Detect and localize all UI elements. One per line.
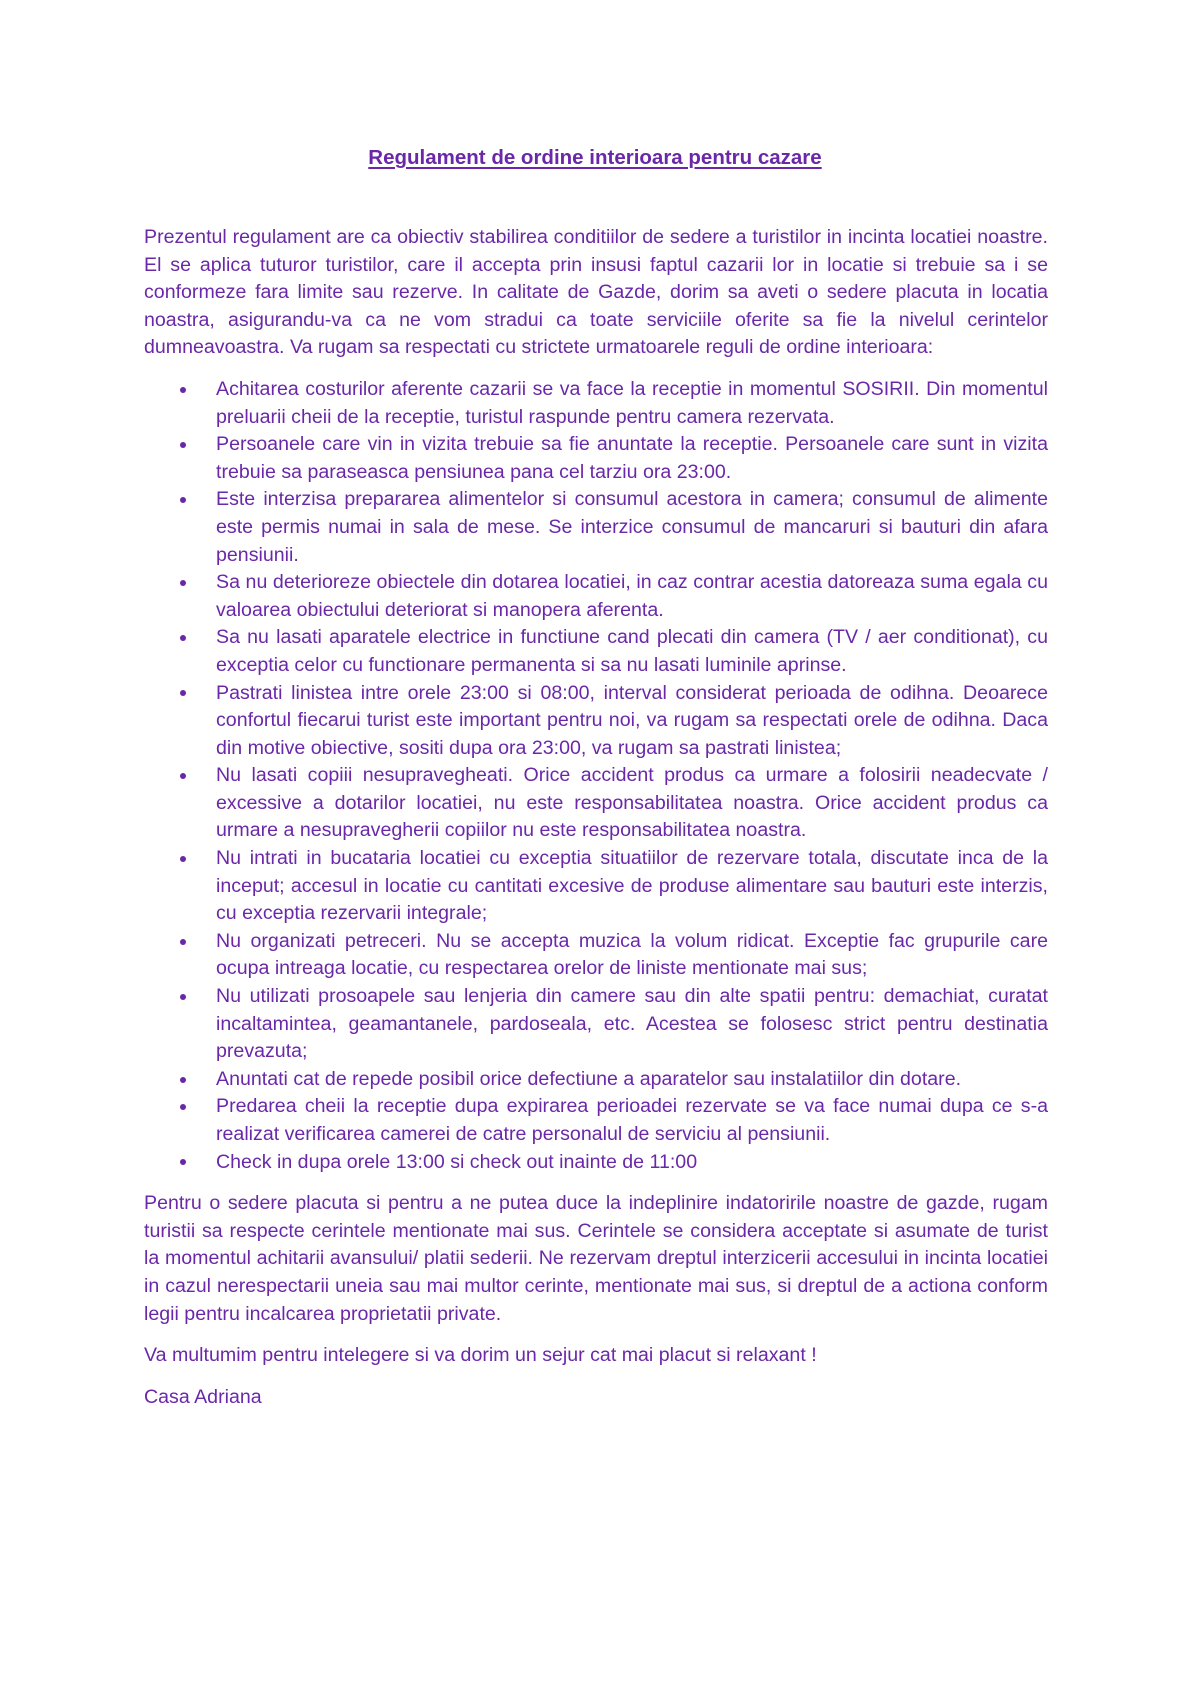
rule-text: Nu intrati in bucataria locatiei cu exceptia situatiilor de rezervare totala, discutate inca de la inceput; accesul in locatie cu cantitati excesive de produse alimentare sau bauturi este interzis, cu exceptia rezervarii integrale;	[216, 847, 1048, 925]
rule-text: Predarea cheii la receptie dupa expirarea perioadei rezervate se va face numai dupa ce s-a realizat verificarea camerei de catre personalul de serviciu al pensiunii.	[216, 1095, 1048, 1145]
rule-item	[144, 762, 1048, 845]
thanks-line: Va multumim pentru intelegere si va dorim un sejur cat mai placut si relaxant !	[144, 1344, 817, 1367]
rule-text: Nu utilizati prosoapele sau lenjeria din camere sau din alte spatii pentru: demachiat, curatat incaltamintea, geamantanele, pardoseala, etc. Acestea se folosesc strict pentru destinatia prevazuta;	[216, 985, 1048, 1063]
document-title: Regulament de ordine interioara pentru cazare	[368, 146, 822, 169]
bullet-icon	[180, 486, 188, 514]
rule-text: Este interzisa prepararea alimentelor si consumul acestora in camera; consumul de alimente este permis numai in sala de mese. Se interzice consumul de mancaruri si bauturi din afara pensiunii.	[216, 488, 1048, 566]
bullet-icon	[180, 376, 188, 404]
rule-text: Nu lasati copiii nesupravegheati. Orice accident produs ca urmare a folosirii neadecvate / excessive a dotarilor locatiei, nu este responsabilitatea noastra. Orice accident produs ca urmare a nesupravegherii copiilor nu este responsabilitatea noastra.	[216, 764, 1048, 842]
bullet-icon	[180, 1149, 188, 1177]
bullet-icon	[180, 1066, 188, 1094]
bullet-icon	[180, 762, 188, 790]
rule-item	[144, 845, 1048, 928]
bullet-icon	[180, 680, 188, 708]
rules-list	[144, 376, 1048, 1176]
rule-text: Nu organizati petreceri. Nu se accepta muzica la volum ridicat. Exceptie fac grupurile care ocupa intreaga locatie, cu respectarea orelor de liniste mentionate mai sus;	[216, 929, 1048, 980]
bullet-icon	[180, 845, 188, 873]
bullet-icon	[180, 624, 188, 652]
bullet-icon	[180, 983, 188, 1011]
rule-item	[144, 569, 1048, 624]
bullet-icon	[180, 1093, 188, 1121]
rule-item	[144, 680, 1048, 763]
rule-item	[144, 1066, 1048, 1094]
bullet-icon	[180, 569, 188, 597]
rule-item	[144, 624, 1048, 679]
closing-paragraph: Pentru o sedere placuta si pentru a ne putea duce la indeplinire indatoririle noastre de gazde, rugam turistii sa respecte cerintele mentionate mai sus. Cerintele se considera acceptate si asumate de turist la momentul achitarii avansului/ platii sederii. Ne rezervam dreptul interzicerii accesului in incinta locatiei in cazul nerespectarii uneia sau mai multor cerinte, mentionate mai sus, si dreptul de a actiona conform legii pentru incalcarea proprietatii private.	[144, 1192, 1048, 1325]
rule-item	[144, 376, 1048, 431]
rule-text: Sa nu lasati aparatele electrice in functiune cand plecati din camera (TV / aer conditionat), cu exceptia celor cu functionare permanenta si sa nu lasati luminile aprinse.	[216, 626, 1048, 676]
rule-text: Sa nu deterioreze obiectele din dotarea locatiei, in caz contrar acestia datoreaza suma egala cu valoarea obiectului deteriorat si manopera aferenta.	[216, 571, 1048, 621]
intro-paragraph: Prezentul regulament are ca obiectiv stabilirea conditiilor de sedere a turistilor in incinta locatiei noastre. El se aplica tuturor turistilor, care il accepta prin insusi faptul cazarii lor in locatie si trebuie sa i se conformeze fara limite sau rezerve. In calitate de Gazde, dorim sa aveti o sedere placuta in locatia noastra, asigurandu-va ca ne vom stradui ca toate serviciile oferite sa fie la nivelul cerintelor dumneavoastra. Va rugam sa respectati cu strictete urmatoarele reguli de ordine interioara:	[144, 226, 1048, 359]
rule-item	[144, 431, 1048, 486]
bullet-icon	[180, 431, 188, 459]
rule-text: Persoanele care vin in vizita trebuie sa fie anuntate la receptie. Persoanele care sunt in vizita trebuie sa paraseasca pensiunea pana cel tarziu ora 23:00.	[216, 433, 1048, 483]
signature: Casa Adriana	[144, 1385, 262, 1408]
rule-text: Pastrati linistea intre orele 23:00 si 08:00, interval considerat perioada de odihna. Deoarece confortul fiecarui turist este important pentru noi, va rugam sa respectati orele de odihna. Daca din motive obiective, sositi dupa ora 23:00, va rugam sa pastrati linistea;	[216, 681, 1048, 759]
rule-text: Achitarea costurilor aferente cazarii se va face la receptie in momentul SOSIRII. Din momentul preluarii cheii de la receptie, turistul raspunde pentru camera rezervata.	[216, 377, 1048, 428]
rule-item	[144, 928, 1048, 983]
rule-item	[144, 983, 1048, 1066]
rule-item	[144, 1093, 1048, 1148]
rule-item	[144, 1149, 1048, 1177]
rule-item	[144, 486, 1048, 569]
bullet-icon	[180, 928, 188, 956]
rule-text: Anuntati cat de repede posibil orice defectiune a aparatelor sau instalatiilor din dotare.	[216, 1067, 962, 1090]
document-body	[144, 224, 1048, 1411]
rule-text: Check in dupa orele 13:00 si check out inainte de 11:00	[216, 1150, 698, 1173]
